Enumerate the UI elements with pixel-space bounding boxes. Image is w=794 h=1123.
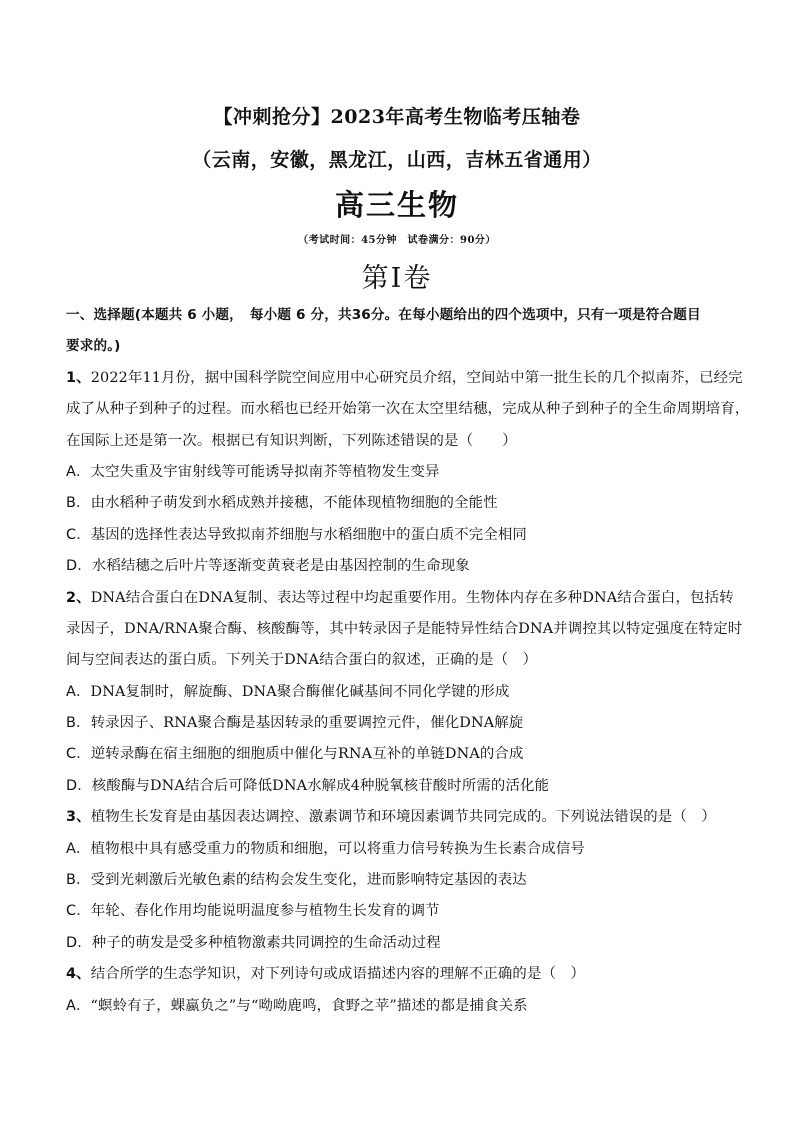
question-1 (66, 363, 750, 583)
question-number: 4、 (66, 966, 91, 983)
option-c (66, 896, 736, 927)
exam-info: （考试时间：45分钟 试卷满分：90分） (298, 235, 496, 246)
question-stem-line: 成了从种子到种子的过程。而水稻也已经开始第一次在太空里结穗，完成从种子到种子的全生命周期培育， (66, 401, 750, 418)
option-b (66, 708, 736, 739)
option-text: 太空失重及宇宙射线等可能诱导拟南芥等植物发生变异 (90, 463, 440, 480)
option-text: 核酸酶与DNA结合后可降低DNA水解成4种脱氧核苷酸时所需的活化能 (91, 777, 550, 794)
question-4 (66, 959, 736, 1022)
exam-region-subtitle: （云南，安徽，黑龙江，山西，吉林五省通用） (192, 149, 602, 171)
option-label: C． (66, 903, 91, 920)
question-3 (66, 802, 736, 959)
option-b (66, 488, 736, 519)
option-text: 种子的萌发是受多种植物激素共同调控的生命活动过程 (91, 934, 441, 951)
question-stem-text: DNA结合蛋白在DNA复制、表达等过程中均起重要作用。生物体内存在多种DNA结合蛋白，包括转 (90, 589, 734, 606)
option-label: A． (66, 840, 91, 857)
option-d (66, 551, 736, 582)
question-stem-line (66, 363, 743, 394)
exam-body (66, 300, 750, 1022)
option-text: DNA复制时，解旋酶、DNA聚合酶催化碱基间不同化学键的形成 (90, 683, 510, 700)
question-number: 1、 (66, 369, 91, 386)
option-text: 植物根中具有感受重力的物质和细胞，可以将重力信号转换为生长素合成信号 (90, 840, 585, 857)
option-label: B． (66, 495, 91, 512)
volume-title: 第Ⅰ卷 (361, 263, 433, 294)
section-intro-line: 要求的。) (66, 338, 121, 355)
question-stem-line (66, 959, 736, 990)
question-stem-line (66, 583, 736, 614)
section-intro-line: 一、选择题(本题共 6 小题， 每小题 6 分，共36分。在每小题给出的四个选项中，只有一项是符合题目 (66, 307, 701, 323)
option-a (66, 834, 736, 865)
question-stem-line: 在国际上还是第一次。根据已有知识判断，下列陈述错误的是（ ） (66, 432, 517, 449)
subject-title: 高三生物 (334, 188, 459, 222)
option-text: 水稻结穗之后叶片等逐渐变黄衰老是由基因控制的生命现象 (91, 558, 470, 575)
option-c (66, 739, 736, 770)
option-label: A． (66, 997, 91, 1014)
question-stem-text: 植物生长发育是由基因表达调控、激素调节和环境因素调节共同完成的。下列说法错误的是（ ） (90, 809, 716, 826)
option-label: A． (66, 683, 91, 700)
option-text: 由水稻种子萌发到水稻成熟并接穗，不能体现植物细胞的全能性 (90, 495, 498, 512)
option-text: 基因的选择性表达导致拟南芥细胞与水稻细胞中的蛋白质不完全相同 (90, 526, 527, 543)
question-number: 2、 (66, 589, 91, 606)
option-a (66, 991, 736, 1022)
option-label: A． (66, 463, 91, 480)
question-stem-line (66, 802, 736, 833)
question-stem-text: 2022年11月份，据中国科学院空间应用中心研究员介绍，空间站中第一批生长的几个拟南芥，已经完 (90, 369, 743, 386)
question-stem-line: 间与空间表达的蛋白质。下列关于DNA结合蛋白的叙述，正确的是（ ） (66, 652, 538, 669)
option-text: 转录因子、RNA聚合酶是基因转录的重要调控元件，催化DNA解旋 (90, 715, 524, 732)
option-b (66, 865, 736, 896)
option-text: 年轮、春化作用均能说明温度参与植物生长发育的调节 (90, 903, 440, 920)
option-text: “螟蛉有子，蜾蠃负之”与“呦呦鹿鸣，食野之苹”描述的都是捕食关系 (90, 997, 528, 1014)
option-a (66, 677, 736, 708)
question-stem-line: 录因子，DNA/RNA聚合酶、核酸酶等，其中转录因子是能特异性结合DNA并调控其以特定强度在特定时 (66, 620, 743, 637)
option-label: D． (66, 934, 92, 951)
option-label: B． (66, 872, 91, 889)
option-label: D． (66, 777, 92, 794)
exam-title: 【冲刺抢分】2023年高考生物临考压轴卷 (213, 106, 581, 128)
option-text: 受到光刺激后光敏色素的结构会发生变化，进而影响特定基因的表达 (90, 872, 527, 889)
option-d (66, 928, 736, 959)
option-label: B． (66, 715, 91, 732)
option-text: 逆转录酶在宿主细胞的细胞质中催化与RNA互补的单链DNA的合成 (90, 746, 524, 763)
question-stem-text: 结合所学的生态学知识，对下列诗句或成语描述内容的理解不正确的是（ ） (90, 966, 586, 983)
option-d (66, 771, 736, 802)
question-2 (66, 583, 743, 803)
option-label: C． (66, 526, 91, 543)
option-a (66, 457, 736, 488)
option-label: D． (66, 558, 92, 575)
option-c (66, 520, 736, 551)
question-number: 3、 (66, 809, 91, 826)
option-label: C． (66, 746, 91, 763)
